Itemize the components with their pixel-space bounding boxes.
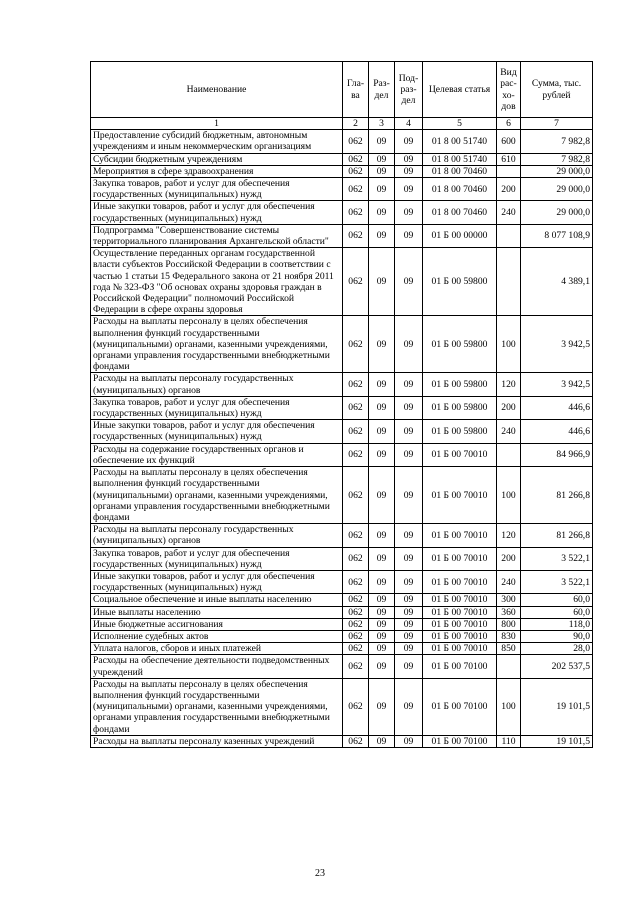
row-expense-type-cell (497, 165, 521, 177)
row-podrazdel-cell: 09 (395, 130, 423, 153)
row-name-cell: Иные бюджетные ассигнования (91, 618, 343, 630)
table-body (91, 130, 593, 748)
table-row (91, 224, 593, 247)
row-target-article-cell: 01 Б 00 59800 (423, 396, 497, 419)
row-name-cell: Осуществление переданных органам государственной власти субъектов Российской Федерации в соответствии с частью 1 статьи 15 Федерального закона от 21 ноября 2011 года № 323-ФЗ "Об основах охраны здоровья граждан в Российской Федерации" полномочий Российской Федерации в сфере охраны здоровья (91, 248, 343, 316)
row-target-article-cell: 01 Б 00 70010 (423, 606, 497, 618)
row-name-cell: Закупка товаров, работ и услуг для обеспечения государственных (муниципальных) нужд (91, 178, 343, 201)
row-expense-type-cell: 240 (497, 420, 521, 443)
row-glava-cell: 062 (343, 643, 369, 655)
row-name-cell: Иные закупки товаров, работ и услуг для обеспечения государственных (муниципальных) нужд (91, 420, 343, 443)
header-expense-type: Вид рас-хо-дов (497, 62, 521, 118)
row-razdel-cell: 09 (369, 201, 395, 224)
row-target-article-cell: 01 Б 00 00000 (423, 224, 497, 247)
row-podrazdel-cell: 09 (395, 594, 423, 606)
row-razdel-cell: 09 (369, 594, 395, 606)
row-target-article-cell: 01 8 00 51740 (423, 130, 497, 153)
row-glava-cell: 062 (343, 396, 369, 419)
row-razdel-cell: 09 (369, 443, 395, 466)
row-expense-type-cell: 100 (497, 316, 521, 373)
table-row (91, 248, 593, 316)
row-podrazdel-cell: 09 (395, 165, 423, 177)
row-podrazdel-cell: 09 (395, 618, 423, 630)
row-razdel-cell: 09 (369, 467, 395, 524)
row-expense-type-cell: 110 (497, 735, 521, 747)
row-name-cell: Иные выплаты населению (91, 606, 343, 618)
row-name-cell: Расходы на выплаты персоналу государственных (муниципальных) органов (91, 524, 343, 547)
row-razdel-cell: 09 (369, 735, 395, 747)
row-amount-cell: 3 522,1 (521, 547, 593, 570)
row-target-article-cell: 01 Б 00 70010 (423, 524, 497, 547)
row-target-article-cell: 01 8 00 70460 (423, 165, 497, 177)
header-glava: Гла-ва (343, 62, 369, 118)
row-amount-cell: 446,6 (521, 420, 593, 443)
row-amount-cell: 84 966,9 (521, 443, 593, 466)
row-glava-cell: 062 (343, 630, 369, 642)
row-podrazdel-cell: 09 (395, 643, 423, 655)
row-podrazdel-cell: 09 (395, 524, 423, 547)
row-name-cell: Иные закупки товаров, работ и услуг для обеспечения государственных (муниципальных) нужд (91, 570, 343, 593)
row-razdel-cell: 09 (369, 396, 395, 419)
row-glava-cell: 062 (343, 467, 369, 524)
row-expense-type-cell: 610 (497, 153, 521, 165)
row-razdel-cell: 09 (369, 618, 395, 630)
row-amount-cell: 4 389,1 (521, 248, 593, 316)
row-podrazdel-cell: 09 (395, 606, 423, 618)
row-name-cell: Социальное обеспечение и иные выплаты населению (91, 594, 343, 606)
row-razdel-cell: 09 (369, 630, 395, 642)
row-target-article-cell: 01 Б 00 59800 (423, 373, 497, 396)
row-podrazdel-cell: 09 (395, 153, 423, 165)
row-glava-cell: 062 (343, 373, 369, 396)
table-row (91, 606, 593, 618)
row-razdel-cell: 09 (369, 373, 395, 396)
row-podrazdel-cell: 09 (395, 467, 423, 524)
row-glava-cell: 062 (343, 524, 369, 547)
row-razdel-cell: 09 (369, 178, 395, 201)
row-glava-cell: 062 (343, 420, 369, 443)
row-podrazdel-cell: 09 (395, 224, 423, 247)
row-name-cell: Расходы на выплаты персоналу государственных (муниципальных) органов (91, 373, 343, 396)
row-expense-type-cell (497, 443, 521, 466)
row-glava-cell: 062 (343, 678, 369, 735)
row-glava-cell: 062 (343, 178, 369, 201)
row-name-cell: Субсидии бюджетным учреждениям (91, 153, 343, 165)
row-amount-cell: 118,0 (521, 618, 593, 630)
row-podrazdel-cell: 09 (395, 630, 423, 642)
row-podrazdel-cell: 09 (395, 420, 423, 443)
row-name-cell: Подпрограмма "Совершенствование системы территориального планирования Архангельской области" (91, 224, 343, 247)
row-target-article-cell: 01 Б 00 70010 (423, 467, 497, 524)
row-name-cell: Уплата налогов, сборов и иных платежей (91, 643, 343, 655)
row-target-article-cell: 01 Б 00 70010 (423, 643, 497, 655)
table-row (91, 735, 593, 747)
row-expense-type-cell: 200 (497, 178, 521, 201)
table-row (91, 165, 593, 177)
row-amount-cell: 3 942,5 (521, 316, 593, 373)
row-name-cell: Закупка товаров, работ и услуг для обеспечения государственных (муниципальных) нужд (91, 396, 343, 419)
row-target-article-cell: 01 Б 00 70100 (423, 655, 497, 678)
row-target-article-cell: 01 8 00 70460 (423, 201, 497, 224)
row-amount-cell: 3 942,5 (521, 373, 593, 396)
row-target-article-cell: 01 Б 00 70010 (423, 618, 497, 630)
row-glava-cell: 062 (343, 594, 369, 606)
row-amount-cell: 90,0 (521, 630, 593, 642)
row-expense-type-cell (497, 655, 521, 678)
row-name-cell: Мероприятия в сфере здравоохранения (91, 165, 343, 177)
row-amount-cell: 202 537,5 (521, 655, 593, 678)
table-row (91, 678, 593, 735)
table-row (91, 130, 593, 153)
row-expense-type-cell (497, 224, 521, 247)
table-row (91, 373, 593, 396)
row-podrazdel-cell: 09 (395, 443, 423, 466)
row-amount-cell: 19 101,5 (521, 735, 593, 747)
row-amount-cell: 81 266,8 (521, 524, 593, 547)
header-razdel: Раз-дел (369, 62, 395, 118)
row-podrazdel-cell: 09 (395, 248, 423, 316)
row-podrazdel-cell: 09 (395, 655, 423, 678)
row-target-article-cell: 01 8 00 70460 (423, 178, 497, 201)
row-podrazdel-cell: 09 (395, 735, 423, 747)
table-row (91, 655, 593, 678)
table-row (91, 178, 593, 201)
row-expense-type-cell: 200 (497, 396, 521, 419)
row-glava-cell: 062 (343, 153, 369, 165)
row-expense-type-cell: 200 (497, 547, 521, 570)
row-expense-type-cell: 100 (497, 678, 521, 735)
table-row (91, 467, 593, 524)
column-number: 2 (343, 118, 369, 130)
row-podrazdel-cell: 09 (395, 678, 423, 735)
row-razdel-cell: 09 (369, 643, 395, 655)
row-podrazdel-cell: 09 (395, 316, 423, 373)
row-expense-type-cell: 600 (497, 130, 521, 153)
row-expense-type-cell: 850 (497, 643, 521, 655)
row-name-cell: Расходы на обеспечение деятельности подведомственных учреждений (91, 655, 343, 678)
row-target-article-cell: 01 Б 00 59800 (423, 248, 497, 316)
header-row (91, 62, 593, 118)
row-expense-type-cell (497, 248, 521, 316)
row-glava-cell: 062 (343, 316, 369, 373)
row-podrazdel-cell: 09 (395, 373, 423, 396)
row-glava-cell: 062 (343, 735, 369, 747)
column-number: 7 (521, 118, 593, 130)
row-razdel-cell: 09 (369, 224, 395, 247)
row-glava-cell: 062 (343, 570, 369, 593)
row-name-cell: Расходы на выплаты персоналу в целях обеспечения выполнения функций государственными (муниципальными) органами, казенными учреждениями, органами управления государственными внебюджетными фондами (91, 678, 343, 735)
row-target-article-cell: 01 8 00 51740 (423, 153, 497, 165)
row-razdel-cell: 09 (369, 248, 395, 316)
row-podrazdel-cell: 09 (395, 570, 423, 593)
table-row (91, 443, 593, 466)
row-razdel-cell: 09 (369, 420, 395, 443)
row-expense-type-cell: 830 (497, 630, 521, 642)
row-razdel-cell: 09 (369, 606, 395, 618)
budget-table (90, 61, 593, 748)
row-amount-cell: 3 522,1 (521, 570, 593, 593)
table-row (91, 524, 593, 547)
row-podrazdel-cell: 09 (395, 396, 423, 419)
column-number: 1 (91, 118, 343, 130)
row-glava-cell: 062 (343, 201, 369, 224)
table-row (91, 618, 593, 630)
row-amount-cell: 60,0 (521, 606, 593, 618)
row-expense-type-cell: 100 (497, 467, 521, 524)
table-row (91, 316, 593, 373)
row-expense-type-cell: 120 (497, 524, 521, 547)
table-row (91, 547, 593, 570)
header-podrazdel: Под-раз-дел (395, 62, 423, 118)
row-podrazdel-cell: 09 (395, 201, 423, 224)
column-number: 5 (423, 118, 497, 130)
row-target-article-cell: 01 Б 00 70010 (423, 594, 497, 606)
row-glava-cell: 062 (343, 165, 369, 177)
row-amount-cell: 60,0 (521, 594, 593, 606)
row-amount-cell: 19 101,5 (521, 678, 593, 735)
row-razdel-cell: 09 (369, 678, 395, 735)
row-expense-type-cell: 300 (497, 594, 521, 606)
row-target-article-cell: 01 Б 00 59800 (423, 420, 497, 443)
row-glava-cell: 062 (343, 130, 369, 153)
row-razdel-cell: 09 (369, 153, 395, 165)
row-target-article-cell: 01 Б 00 59800 (423, 316, 497, 373)
column-number: 3 (369, 118, 395, 130)
row-target-article-cell: 01 Б 00 70100 (423, 735, 497, 747)
row-expense-type-cell: 240 (497, 201, 521, 224)
row-amount-cell: 8 077 108,9 (521, 224, 593, 247)
table-row (91, 643, 593, 655)
table-row (91, 153, 593, 165)
table-row (91, 420, 593, 443)
row-glava-cell: 062 (343, 443, 369, 466)
row-razdel-cell: 09 (369, 547, 395, 570)
row-amount-cell: 7 982,8 (521, 130, 593, 153)
row-glava-cell: 062 (343, 224, 369, 247)
row-podrazdel-cell: 09 (395, 547, 423, 570)
row-razdel-cell: 09 (369, 130, 395, 153)
row-razdel-cell: 09 (369, 655, 395, 678)
row-amount-cell: 7 982,8 (521, 153, 593, 165)
row-target-article-cell: 01 Б 00 70010 (423, 443, 497, 466)
row-glava-cell: 062 (343, 618, 369, 630)
row-amount-cell: 446,6 (521, 396, 593, 419)
row-name-cell: Расходы на выплаты персоналу казенных учреждений (91, 735, 343, 747)
row-amount-cell: 81 266,8 (521, 467, 593, 524)
row-name-cell: Расходы на выплаты персоналу в целях обеспечения выполнения функций государственными (муниципальными) органами, казенными учреждениями, органами управления государственными внебюджетными фондами (91, 316, 343, 373)
table-row (91, 630, 593, 642)
row-glava-cell: 062 (343, 248, 369, 316)
table-row (91, 396, 593, 419)
row-name-cell: Исполнение судебных актов (91, 630, 343, 642)
table-row (91, 201, 593, 224)
row-glava-cell: 062 (343, 547, 369, 570)
row-glava-cell: 062 (343, 606, 369, 618)
row-name-cell: Расходы на содержание государственных органов и обеспечение их функций (91, 443, 343, 466)
column-number-row (91, 118, 593, 130)
row-expense-type-cell: 800 (497, 618, 521, 630)
header-amount: Сумма, тыс. рублей (521, 62, 593, 118)
row-glava-cell: 062 (343, 655, 369, 678)
row-target-article-cell: 01 Б 00 70010 (423, 547, 497, 570)
row-amount-cell: 28,0 (521, 643, 593, 655)
column-number: 6 (497, 118, 521, 130)
table-row (91, 570, 593, 593)
row-amount-cell: 29 000,0 (521, 178, 593, 201)
row-name-cell: Предоставление субсидий бюджетным, автономным учреждениям и иным некоммерческим организациям (91, 130, 343, 153)
row-expense-type-cell: 360 (497, 606, 521, 618)
table-row (91, 594, 593, 606)
table-header (91, 62, 593, 130)
row-amount-cell: 29 000,0 (521, 201, 593, 224)
row-razdel-cell: 09 (369, 570, 395, 593)
row-razdel-cell: 09 (369, 524, 395, 547)
row-expense-type-cell: 240 (497, 570, 521, 593)
row-target-article-cell: 01 Б 00 70010 (423, 630, 497, 642)
row-name-cell: Иные закупки товаров, работ и услуг для обеспечения государственных (муниципальных) нужд (91, 201, 343, 224)
row-target-article-cell: 01 Б 00 70010 (423, 570, 497, 593)
row-name-cell: Закупка товаров, работ и услуг для обеспечения государственных (муниципальных) нужд (91, 547, 343, 570)
page-number: 23 (315, 868, 325, 879)
row-podrazdel-cell: 09 (395, 178, 423, 201)
row-razdel-cell: 09 (369, 316, 395, 373)
header-name: Наименование (91, 62, 343, 118)
row-name-cell: Расходы на выплаты персоналу в целях обеспечения выполнения функций государственными (муниципальными) органами, казенными учреждениями, органами управления государственными внебюджетными фондами (91, 467, 343, 524)
row-target-article-cell: 01 Б 00 70100 (423, 678, 497, 735)
row-expense-type-cell: 120 (497, 373, 521, 396)
header-target-article: Целевая статья (423, 62, 497, 118)
row-amount-cell: 29 000,0 (521, 165, 593, 177)
row-razdel-cell: 09 (369, 165, 395, 177)
column-number: 4 (395, 118, 423, 130)
